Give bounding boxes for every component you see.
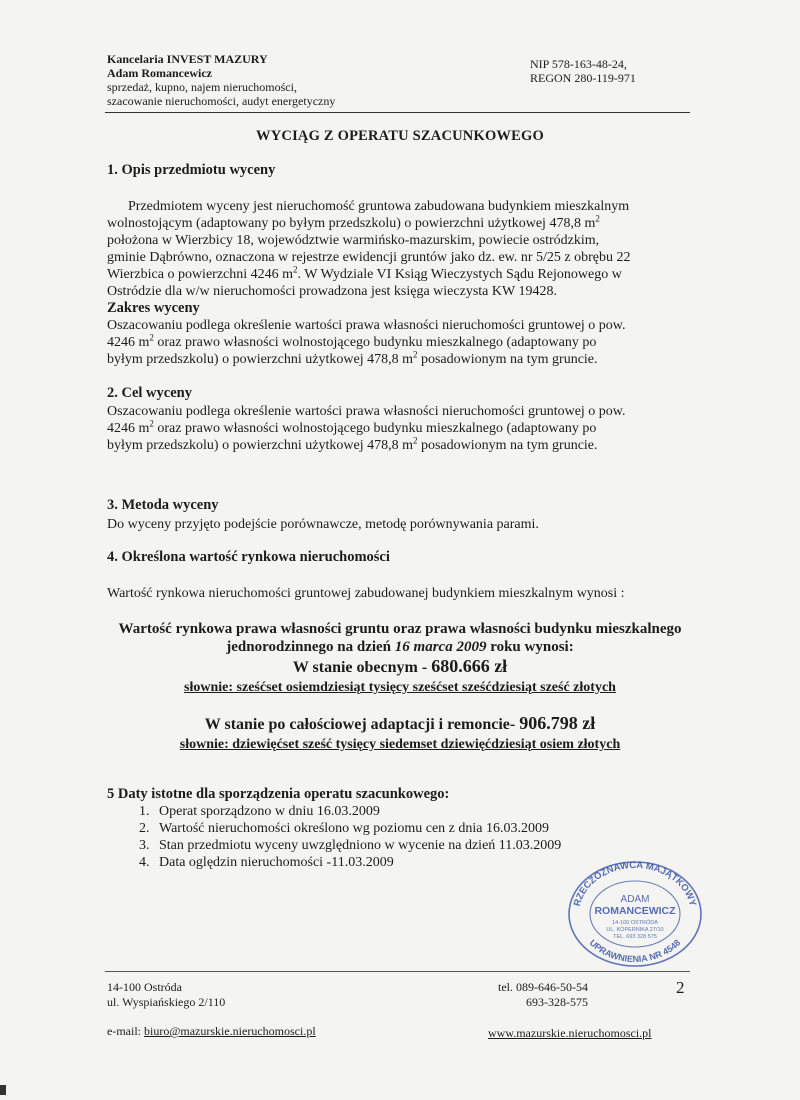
- footer-divider: [105, 971, 690, 972]
- owner-name: Adam Romancewicz: [107, 66, 212, 80]
- nip-number: NIP 578-163-48-24,: [530, 57, 627, 71]
- zakres-line-1: Oszacowaniu podlega określenie wartości prawa własności nieruchomości gruntowej o pow.: [107, 318, 626, 333]
- header-divider: [105, 112, 690, 113]
- after-value: 906.798 zł: [519, 713, 596, 733]
- section-1-body: [107, 198, 707, 368]
- s1-line-3: położona w Wierzbicy 18, województwie warmińsko-mazurskim, powiecie ostródzkim,: [107, 233, 600, 248]
- stamp-addr-3: TEL. 693 328 575: [613, 934, 657, 940]
- s1-line-5: Wierzbica o powierzchni 4246 $m^2$. W Wydziale VI Ksiąg Wieczystych Sądu Rejonowego w: [107, 264, 622, 282]
- list-item: 2. Wartość nieruchomości określono wg poziomu cen z dnia 16.03.2009: [153, 820, 707, 837]
- value-statement: [105, 620, 695, 697]
- stamp-ring-bottom-text: UPRAWNIENIA NR 4548: [587, 937, 683, 965]
- list-item: 4. Data oględzin nieruchomości -11.03.2009: [153, 854, 707, 871]
- list-item: 1. Operat sporządzono w dniu 16.03.2009: [153, 803, 707, 820]
- services-line-1: sprzedaż, kupno, najem nieruchomości,: [107, 80, 297, 94]
- stamp-addr-1: 14-100 OSTRÓDA: [612, 920, 658, 926]
- s1-line-6: Ostródzie dla w/w nieruchomości prowadzona jest księga wieczysta KW 19428.: [107, 284, 557, 299]
- stamp-ring-top-text: RZECZOZNAWCA MAJĄTKOWY: [571, 859, 699, 908]
- list-item: 3. Stan przedmiotu wyceny uwzględniono w wycenie na dzień 11.03.2009: [153, 837, 707, 854]
- section-2-body: [107, 403, 707, 454]
- after-renovation-value: [105, 713, 695, 755]
- section-3-text: Do wyceny przyjęto podejście porównawcze, metodę porównywania parami.: [107, 517, 539, 532]
- services-line-2: szacowanie nieruchomości, audyt energetyczny: [107, 94, 336, 108]
- current-value: 680.666 zł: [431, 656, 508, 676]
- company-name: Kancelaria INVEST MAZURY: [107, 52, 268, 66]
- after-value-words: słownie: dziewięćset sześć tysięcy siedemset dziewięćdziesiąt osiem złotych: [179, 737, 621, 752]
- website-link[interactable]: www.mazurskie.nieruchomosci.pl: [488, 1026, 652, 1040]
- email-link[interactable]: biuro@mazurskie.nieruchomosci.pl: [143, 1024, 316, 1038]
- letterhead-right: [530, 57, 636, 85]
- s1-line-4: gminie Dąbrówno, oznaczona w rejestrze ewidencji gruntów jako dz. ew. nr 5/25 z obrębu 22: [107, 250, 631, 265]
- regon-number: REGON 280-119-971: [530, 71, 636, 85]
- current-value-words: słownie: sześćset osiemdziesiąt tysięcy sześćset sześćdziesiąt sześć złotych: [184, 680, 616, 695]
- value-line-1: Wartość rynkowa prawa własności gruntu oraz prawa własności budynku mieszkalnego: [118, 621, 682, 637]
- footer-address-line-1: 14-100 Ostróda: [107, 980, 182, 994]
- zakres-line-2: 4246 $m^2$ oraz prawo własności wolnostojącego budynku mieszkalnego (adaptowany po: [107, 332, 597, 350]
- footer-phones: [492, 980, 588, 1010]
- cel-line-1: Oszacowaniu podlega określenie wartości prawa własności nieruchomości gruntowej o pow.: [107, 404, 626, 419]
- s1-line-2: wolnostojącym (adaptowany po byłym przedszkolu) o powierzchni użytkowej 478,8 $m^2$: [107, 213, 600, 231]
- footer-phone-1: tel. 089-646-50-54: [498, 980, 588, 994]
- value-line-2: jednorodzinnego na dzień 16 marca 2009 roku wynosi:: [226, 639, 574, 655]
- s1-line-1: Przedmiotem wyceny jest nieruchomość gruntowa zabudowana budynkiem mieszkalnym: [128, 199, 630, 214]
- section-3-heading: 3. Metoda wyceny: [107, 497, 219, 513]
- section-4-intro: Wartość rynkowa nieruchomości gruntowej zabudowanej budynkiem mieszkalnym wynosi :: [107, 586, 625, 601]
- footer-phone-2: 693-328-575: [526, 995, 588, 1009]
- current-value-line: W stanie obecnym - 680.666 zł: [292, 656, 508, 676]
- cel-line-3: byłym przedszkolu) o powierzchni użytkowej 478,8 $m^2$ posadowionym na tym gruncie.: [107, 435, 598, 453]
- footer-email: e-mail: biuro@mazurskie.nieruchomosci.pl: [107, 1024, 316, 1038]
- zakres-heading: Zakres wyceny: [107, 300, 200, 316]
- section-1-heading: 1. Opis przedmiotu wyceny: [107, 162, 276, 178]
- footer-address-line-2: ul. Wyspiańskiego 2/110: [107, 995, 226, 1009]
- scan-edge-mark: [0, 1085, 6, 1095]
- after-value-line: W stanie po całościowej adaptacji i remoncie- 906.798 zł: [204, 713, 596, 733]
- footer-address: [107, 980, 225, 1010]
- section-5-heading: 5 Daty istotne dla sporządzenia operatu szacunkowego:: [107, 786, 450, 802]
- stamp-name-1: ADAM: [620, 894, 650, 905]
- page-number: 2: [676, 978, 685, 997]
- section-2-heading: 2. Cel wyceny: [107, 385, 192, 401]
- stamp-addr-2: UL. KOPERNIKA 27/10: [606, 927, 664, 933]
- cel-line-2: 4246 $m^2$ oraz prawo własności wolnostojącego budynku mieszkalnego (adaptowany po: [107, 418, 597, 436]
- appraiser-stamp: [565, 858, 705, 968]
- section-4-heading: 4. Określona wartość rynkowa nieruchomości: [107, 549, 390, 565]
- letterhead-left: [107, 52, 335, 108]
- zakres-line-3: byłym przedszkolu) o powierzchni użytkowej 478,8 $m^2$ posadowionym na tym gruncie.: [107, 349, 598, 367]
- document-title: WYCIĄG Z OPERATU SZACUNKOWEGO: [256, 128, 544, 144]
- stamp-name-2: ROMANCEWICZ: [594, 905, 676, 917]
